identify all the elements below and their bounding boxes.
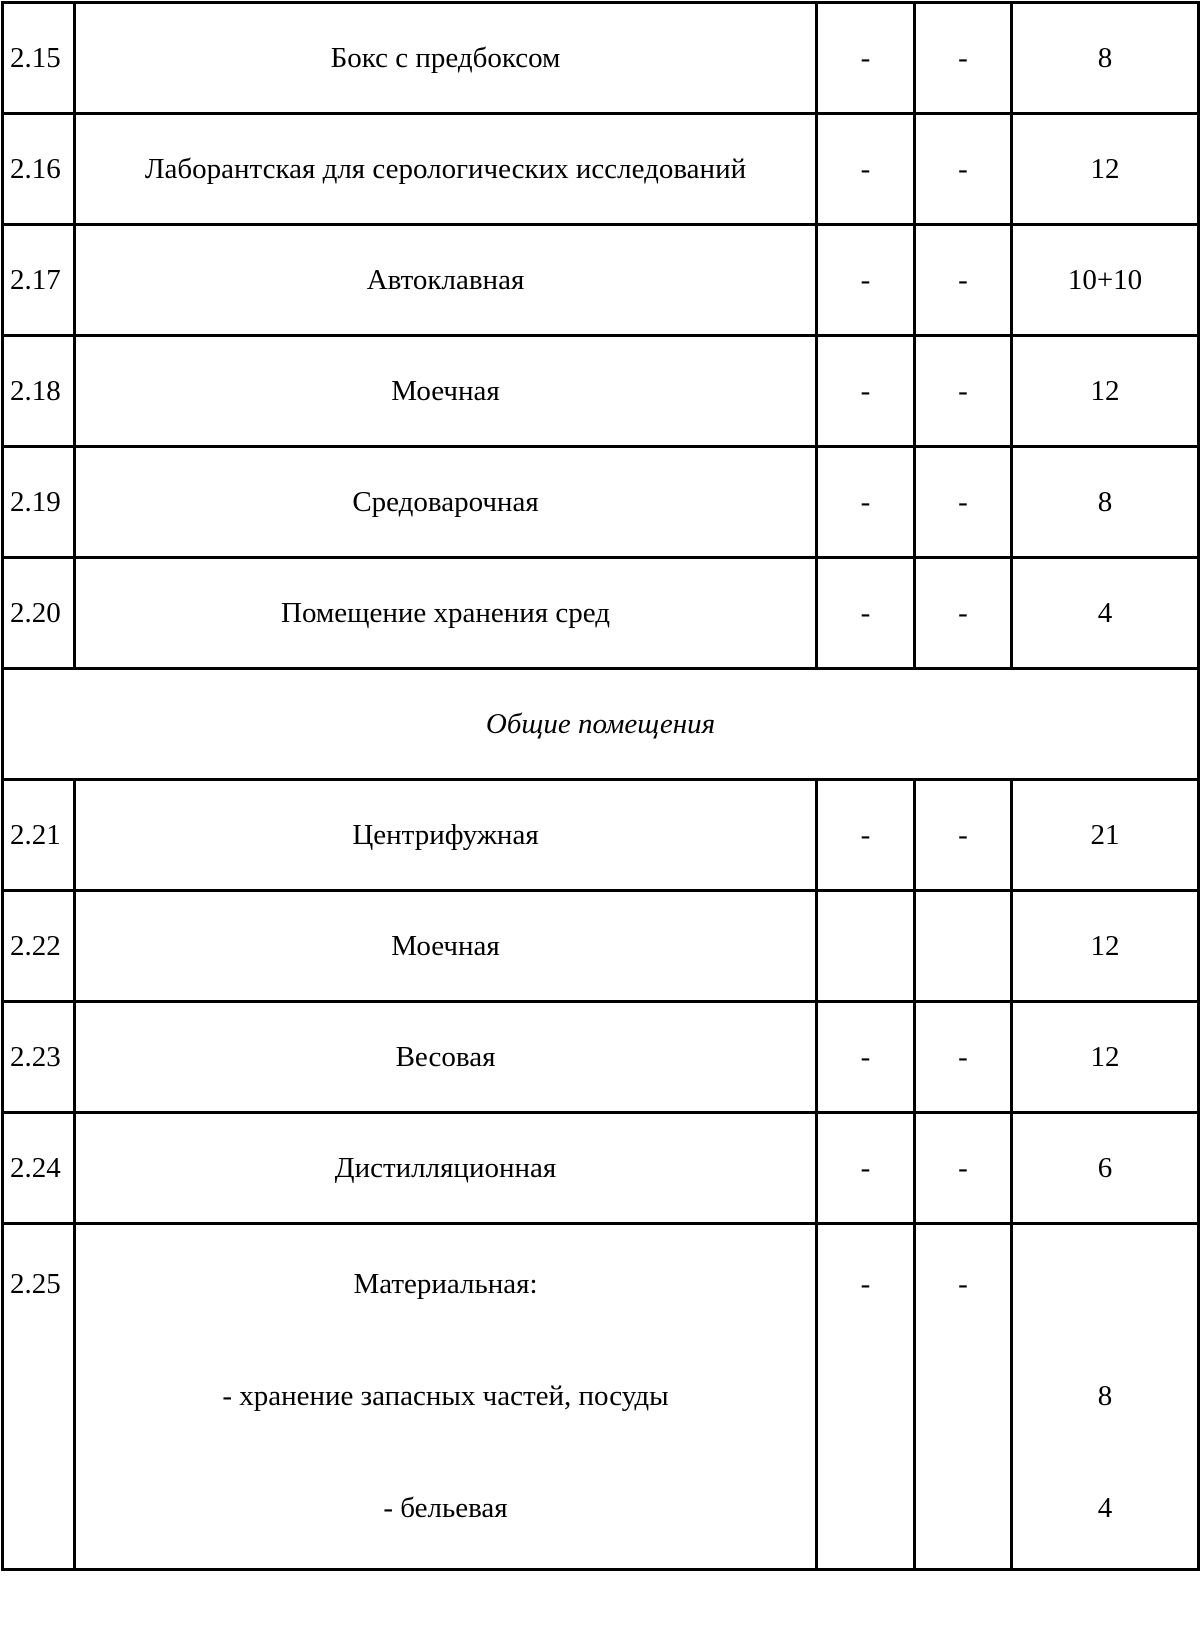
area-value: 21 (1012, 780, 1199, 891)
area-value-group (1012, 1224, 1199, 1570)
room-name: Моечная (75, 336, 817, 447)
col3-value: - (817, 447, 915, 558)
area-value: 4 (1097, 1492, 1113, 1524)
col3-value: - (817, 1002, 915, 1113)
table-row (3, 891, 1199, 1002)
row-number: 2.21 (3, 780, 75, 891)
room-name: Средоварочная (75, 447, 817, 558)
table-row (3, 1224, 1199, 1570)
area-value: 8 (1097, 1380, 1113, 1412)
table-row (3, 1113, 1199, 1224)
row-number: 2.17 (3, 225, 75, 336)
table-row (3, 447, 1199, 558)
room-name: Материальная: (353, 1268, 538, 1300)
col3-value: - (817, 225, 915, 336)
room-name: Лаборантская для серологических исследований (75, 114, 817, 225)
row-number: 2.20 (3, 558, 75, 669)
area-value: 12 (1012, 336, 1199, 447)
table-row (3, 3, 1199, 114)
area-value: 6 (1012, 1113, 1199, 1224)
room-name: Моечная (75, 891, 817, 1002)
col4-value: - (915, 225, 1012, 336)
col4-value: - (915, 336, 1012, 447)
table-row (3, 1002, 1199, 1113)
area-value: 4 (1012, 558, 1199, 669)
table-row (3, 780, 1199, 891)
room-name: Помещение хранения сред (75, 558, 817, 669)
room-name: Центрифужная (75, 780, 817, 891)
sub-room-name: - бельевая (383, 1492, 508, 1524)
table-row (3, 114, 1199, 225)
rooms-table (1, 1, 1200, 1571)
row-number: 2.25 (3, 1224, 75, 1570)
area-value: 12 (1012, 114, 1199, 225)
blank-line (1013, 1270, 1197, 1382)
col3-value: - (817, 336, 915, 447)
area-value: 8 (1012, 447, 1199, 558)
col3-value: - (817, 780, 915, 891)
col4-value: - (915, 1224, 1012, 1570)
area-value: 10+10 (1012, 225, 1199, 336)
col3-value: - (817, 1224, 915, 1570)
table-row (3, 225, 1199, 336)
room-name: Бокс с предбоксом (75, 3, 817, 114)
section-header-row (3, 669, 1199, 780)
row-number: 2.22 (3, 891, 75, 1002)
col4-value: - (915, 780, 1012, 891)
col4-value: - (915, 447, 1012, 558)
col3-value: - (817, 114, 915, 225)
col4-value: - (915, 114, 1012, 225)
col4-value: - (915, 1002, 1012, 1113)
table-row (3, 336, 1199, 447)
area-value: 8 (1012, 3, 1199, 114)
col3-value (817, 891, 915, 1002)
col4-value: - (915, 558, 1012, 669)
row-number: 2.19 (3, 447, 75, 558)
sub-room-name: - хранение запасных частей, посуды (222, 1380, 669, 1412)
row-number: 2.23 (3, 1002, 75, 1113)
room-name: Дистилляционная (75, 1113, 817, 1224)
row-number: 2.15 (3, 3, 75, 114)
area-value: 12 (1012, 891, 1199, 1002)
col4-value: - (915, 3, 1012, 114)
col4-value (915, 891, 1012, 1002)
row-number: 2.16 (3, 114, 75, 225)
col3-value: - (817, 558, 915, 669)
table-row (3, 558, 1199, 669)
room-name-group (75, 1224, 817, 1570)
col3-value: - (817, 3, 915, 114)
room-name: Весовая (75, 1002, 817, 1113)
area-value: 12 (1012, 1002, 1199, 1113)
row-number: 2.24 (3, 1113, 75, 1224)
col4-value: - (915, 1113, 1012, 1224)
row-number: 2.18 (3, 336, 75, 447)
room-name: Автоклавная (75, 225, 817, 336)
col3-value: - (817, 1113, 915, 1224)
section-title: Общие помещения (3, 669, 1199, 780)
